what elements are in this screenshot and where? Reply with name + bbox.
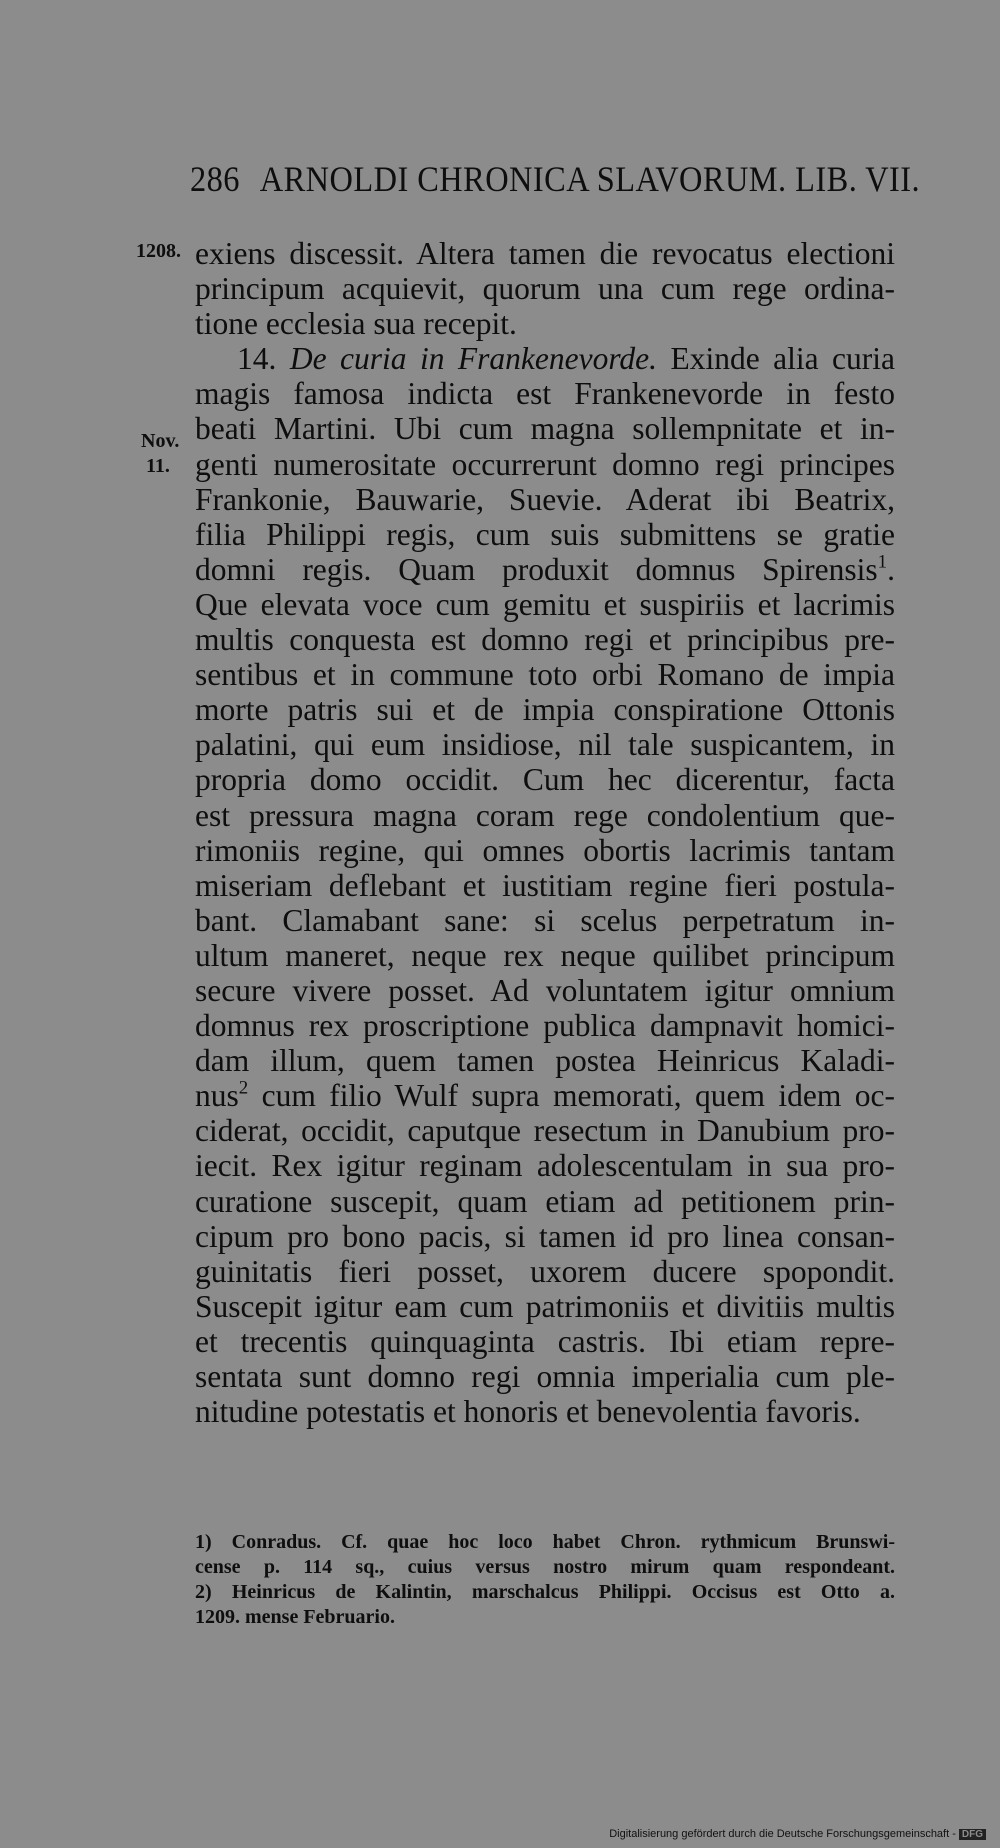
text-line: filia Philippi regis, cum suis submittens se gratie <box>195 516 895 552</box>
running-header <box>190 158 921 200</box>
text-line: iecit. Rex igitur reginam adolescentulam in sua pro- <box>195 1148 895 1184</box>
text-line-with-note <box>195 1078 895 1113</box>
text-line: Suscepit igitur eam cum patrimoniis et divitiis multis <box>195 1288 895 1324</box>
text-line: curatione suscepit, quam etiam ad petitionem prin- <box>195 1183 895 1219</box>
section-heading-line <box>195 341 895 376</box>
text-line: beati Martini. Ubi cum magna sollempnitate et in- <box>195 411 895 447</box>
text-line: sentibus et in commune toto orbi Romano de impia <box>195 657 895 693</box>
text-line: principum acquievit, quorum una cum rege ordina- <box>195 271 895 307</box>
text-line: tione ecclesia sua recepit. <box>195 306 517 342</box>
digitization-credit <box>609 1828 986 1840</box>
text-line: et trecentis quinquaginta castris. Ibi etiam repre- <box>195 1323 895 1359</box>
text-line: propria domo occidit. Cum hec dicerentur, facta <box>195 762 895 798</box>
footnote-line: 2) Heinricus de Kalintin, marschalcus Philippi. Occisus est Otto a. <box>195 1581 895 1603</box>
text-line: dam illum, quem tamen postea Heinricus Kaladi- <box>195 1043 895 1079</box>
text-segment: nus <box>195 1078 239 1114</box>
margin-year: 1208. <box>136 240 181 262</box>
text-line: ciderat, occidit, caputque resectum in Danubium pro- <box>195 1113 895 1149</box>
text-line: cipum pro bono pacis, si tamen id pro linea consan- <box>195 1218 895 1254</box>
text-line: Frankonie, Bauwarie, Suevie. Aderat ibi Beatrix, <box>195 481 895 517</box>
footnotes <box>195 1530 895 1630</box>
text-line: genti numerositate occurrerunt domno regi principes <box>195 446 895 482</box>
text-segment: domni regis. Quam produxit domnus Spirensis <box>195 551 878 587</box>
text-line-with-note <box>195 552 895 587</box>
text-segment: cum filio Wulf supra memorati, quem idem oc- <box>248 1078 895 1114</box>
margin-day: 11. <box>146 455 170 477</box>
margin-month: Nov. <box>141 430 180 452</box>
text-line: magis famosa indicta est Frankenevorde in festo <box>195 376 895 412</box>
page-number: 286 <box>190 159 240 199</box>
main-text <box>195 236 895 1429</box>
text-line: guinitatis fieri posset, uxorem ducere spopondit. <box>195 1253 895 1289</box>
footnote-marker: 1 <box>877 551 888 573</box>
footnote-marker: 2 <box>238 1077 249 1099</box>
footnote-line: 1209. mense Februario. <box>195 1606 395 1628</box>
section-rubric: De curia in Frankenevorde. <box>289 341 658 377</box>
section-line-rest: Exinde alia curia <box>670 341 896 377</box>
dfg-logo: DFG <box>959 1829 986 1840</box>
text-line: morte patris sui et de impia conspiratione Ottonis <box>195 692 895 728</box>
text-line: ultum maneret, neque rex neque quilibet principum <box>195 937 895 973</box>
text-line: secure vivere posset. Ad voluntatem igitur omnium <box>195 972 895 1008</box>
text-line: palatini, qui eum insidiose, nil tale suspicantem, in <box>195 727 895 763</box>
text-line: Que elevata voce cum gemitu et suspiriis et lacrimis <box>195 586 895 622</box>
running-title: ARNOLDI CHRONICA SLAVORUM. LIB. VII. <box>259 159 921 199</box>
text-line: nitudine potestatis et honoris et benevolentia favoris. <box>195 1394 861 1430</box>
text-line: rimoniis regine, qui omnes obortis lacrimis tantam <box>195 832 895 868</box>
footnote-line: cense p. 114 sq., cuius versus nostro mirum quam respondeant. <box>195 1556 895 1578</box>
text-line: domnus rex proscriptione publica dampnavit homici- <box>195 1008 895 1044</box>
text-line: bant. Clamabant sane: si scelus perpetratum in- <box>195 902 895 938</box>
text-line: exiens discessit. Altera tamen die revocatus electioni <box>195 236 895 271</box>
text-line: sentata sunt domno regi omnia imperialia cum ple- <box>195 1359 895 1394</box>
text-line: multis conquesta est domno regi et principibus pre- <box>195 622 895 658</box>
section-number: 14. <box>237 341 277 377</box>
text-line: est pressura magna coram rege condolentium que- <box>195 797 895 833</box>
footnote-line: 1) Conradus. Cf. quae hoc loco habet Chron. rythmicum Brunswi- <box>195 1531 895 1553</box>
text-line: miseriam deflebant et iustitiam regine fieri postula- <box>195 867 895 903</box>
credit-text: Digitalisierung gefördert durch die Deutsche Forschungsgemeinschaft - <box>609 1828 956 1840</box>
text-segment: . <box>887 551 895 587</box>
